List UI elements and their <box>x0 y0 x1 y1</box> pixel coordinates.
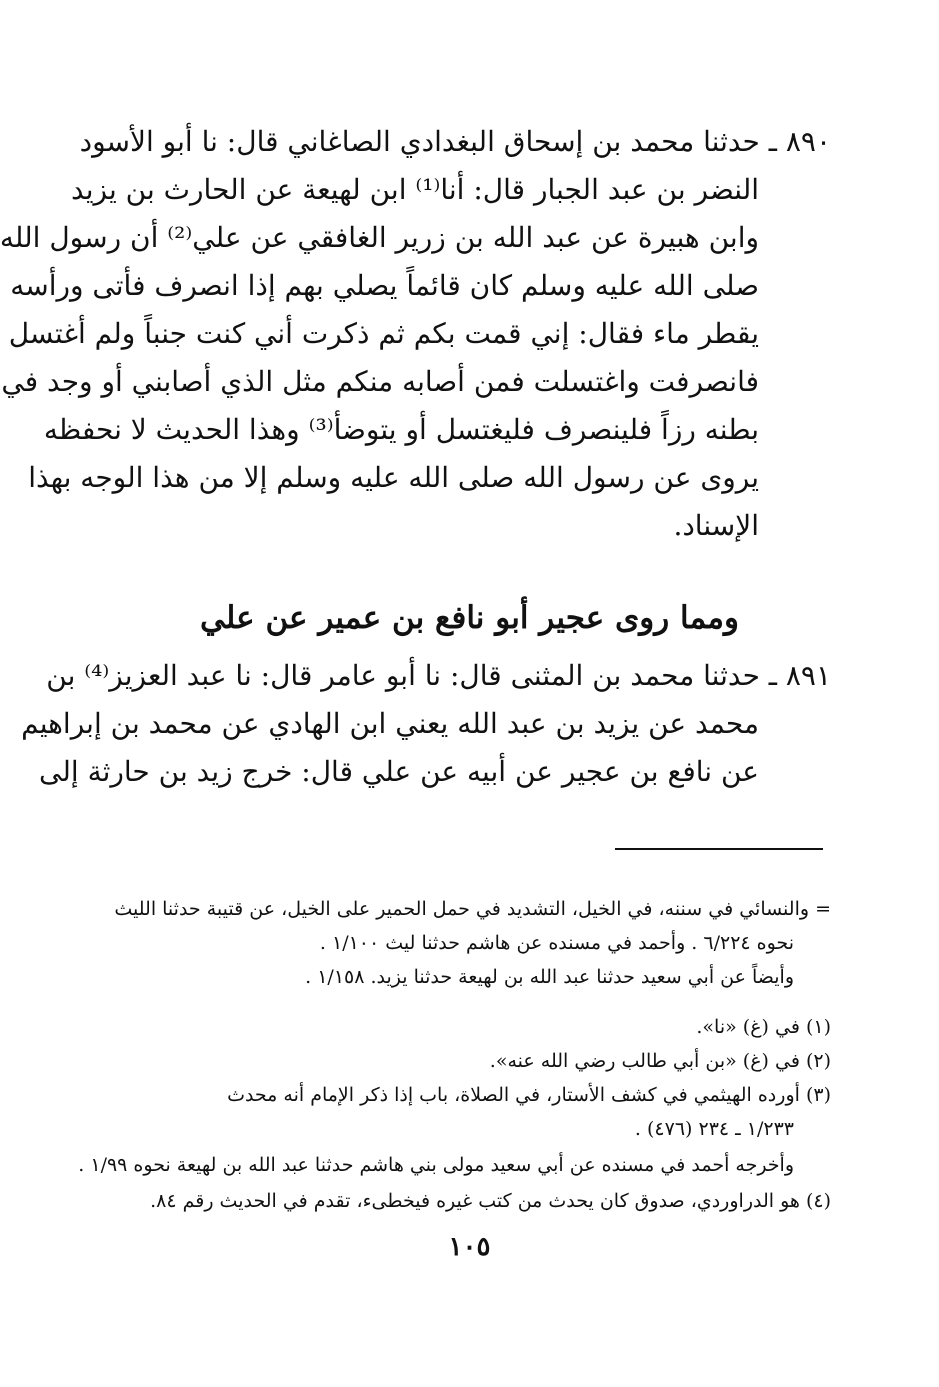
hadith-890-line: فانصرفت واغتسلت فمن أصابه منكم مثل الذي أصابني أو وجد في <box>1 365 759 398</box>
footnote-3: (٣) أورده الهيثمي في كشف الأستار، في الصلاة، باب إذا ذكر الإمام أنه محدث <box>227 1084 831 1106</box>
hadith-891-line: عن نافع بن عجير عن أبيه عن علي قال: خرج زيد بن حارثة إلى <box>39 755 759 788</box>
hadith-890-line: ٨٩٠ ـ حدثنا محمد بن إسحاق البغدادي الصاغاني قال: نا أبو الأسود <box>79 125 831 158</box>
hadith-890-line: يقطر ماء فقال: إني قمت بكم ثم ذكرت أني كنت جنباً ولم أغتسل <box>8 317 759 350</box>
footnote-3-line: ١/٢٣٣ ـ ٢٣٤ (٤٧٦) . <box>634 1118 794 1140</box>
footnote-3-line: وأخرجه أحمد في مسنده عن أبي سعيد مولى بني هاشم حدثنا عبد الله بن لهيعة نحوه ١/٩٩ . <box>78 1154 794 1176</box>
page-number: ١٠٥ <box>448 1232 491 1262</box>
footnote-4: (٤) هو الدراوردي، صدوق كان يحدث من كتب غيره فيخطىء، تقدم في الحديث رقم ٨٤. <box>150 1190 831 1212</box>
hadith-890-line: النضر بن عبد الجبار قال: أنا⁽¹⁾ ابن لهيعة عن الحارث بن يزيد <box>71 173 759 206</box>
footnote-separator <box>615 848 823 850</box>
footnote-line: نحوه ٦/٢٢٤ . وأحمد في مسنده عن هاشم حدثنا ليث ١/١٠٠ . <box>319 932 794 954</box>
footnote-line: وأيضاً عن أبي سعيد حدثنا عبد الله بن لهيعة حدثنا يزيد. ١/١٥٨ . <box>305 966 794 988</box>
hadith-890-line: الإسناد. <box>673 509 759 542</box>
footnote-2: (٢) في (غ) «بن أبي طالب رضي الله عنه». <box>489 1050 831 1072</box>
section-heading: ومما روى عجير أبو نافع بن عمير عن علي <box>200 600 739 636</box>
footnote-1: (١) في (غ) «نا». <box>696 1016 831 1038</box>
hadith-890-line: صلى الله عليه وسلم كان قائماً يصلي بهم إذا انصرف فأتى ورأسه <box>10 269 759 302</box>
footnote-line: = والنسائي في سننه، في الخيل، التشديد في حمل الحمير على الخيل، عن قتيبة حدثنا الليث <box>114 898 831 920</box>
hadith-890-line: بطنه رزاً فلينصرف فليغتسل أو يتوضأ⁽³⁾ وهذا الحديث لا نحفظه <box>43 413 759 446</box>
hadith-891-line: محمد عن يزيد بن عبد الله يعني ابن الهادي عن محمد بن إبراهيم <box>21 707 759 740</box>
hadith-891-line: ٨٩١ ـ حدثنا محمد بن المثنى قال: نا أبو عامر قال: نا عبد العزيز⁽⁴⁾ بن <box>46 659 831 692</box>
hadith-890-line: يروى عن رسول الله صلى الله عليه وسلم إلا من هذا الوجه بهذا <box>28 461 759 494</box>
hadith-890-line: وابن هبيرة عن عبد الله بن زرير الغافقي عن علي⁽²⁾ أن رسول الله <box>0 221 759 254</box>
